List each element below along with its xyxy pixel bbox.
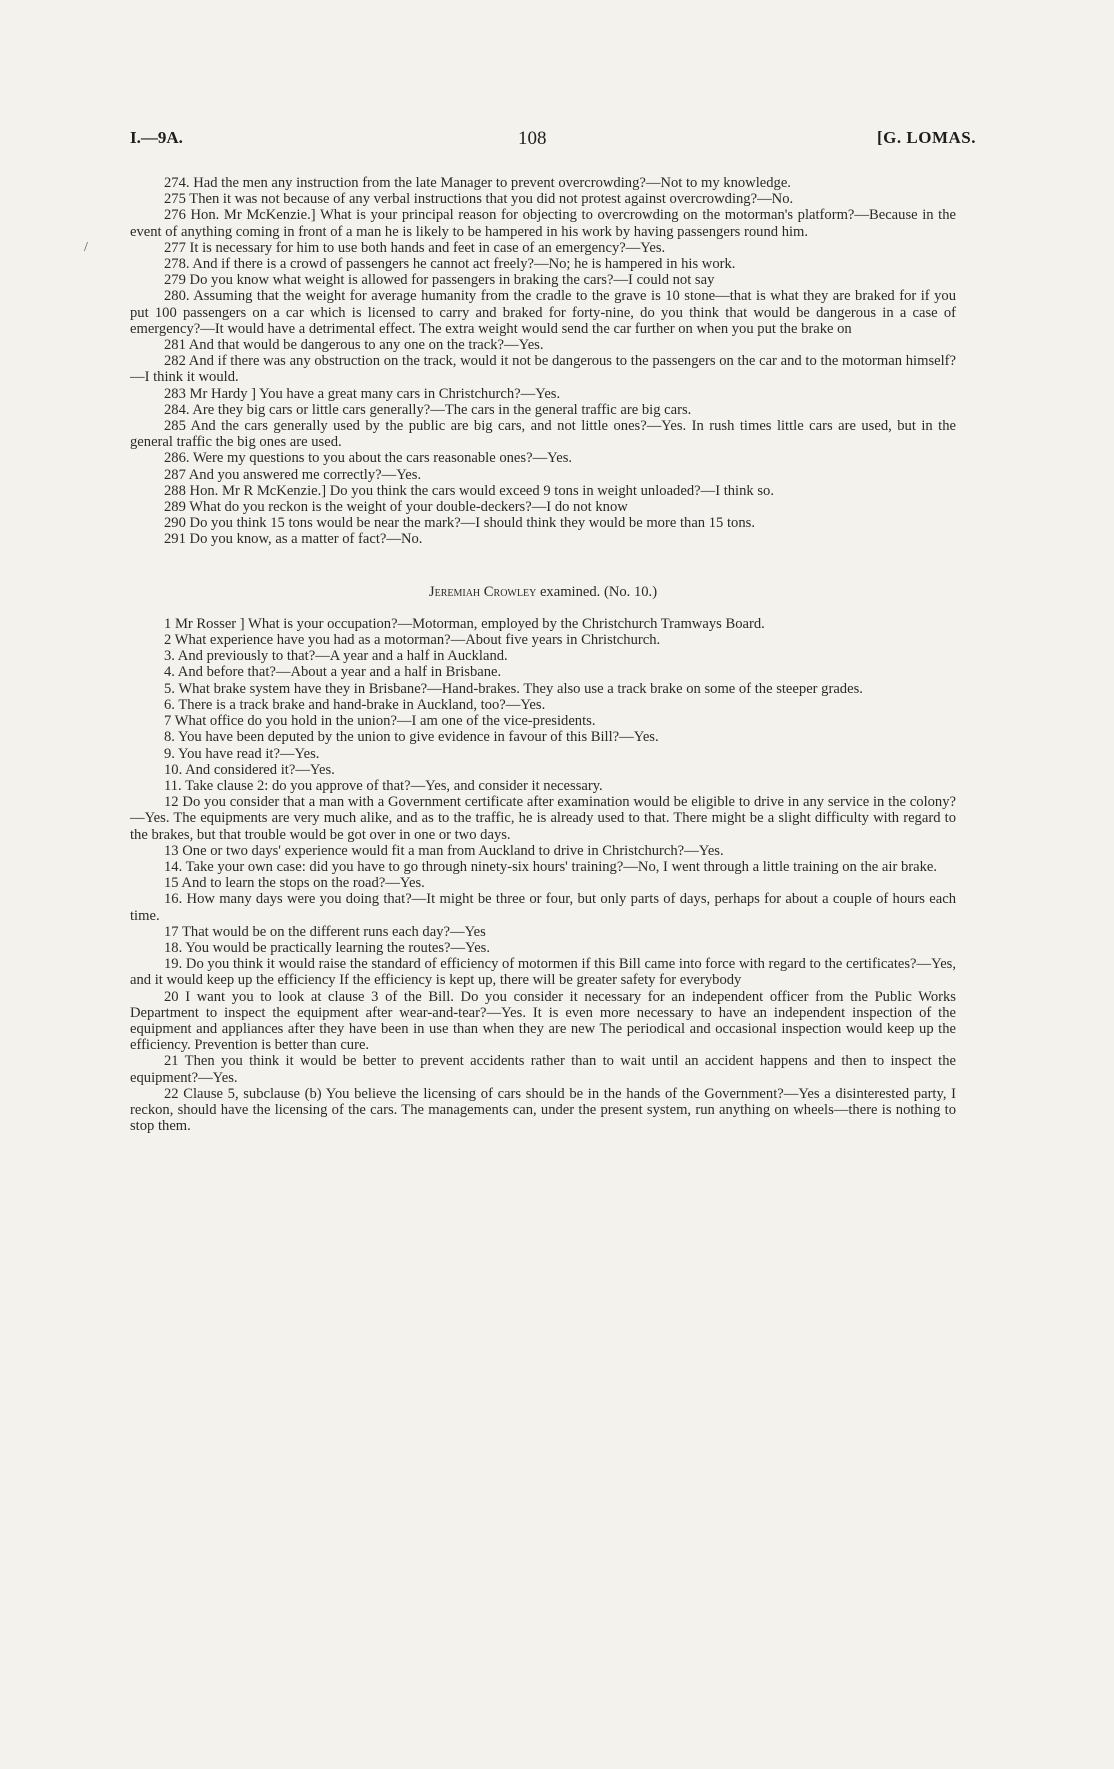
paragraph-18: 18. You would be practically learning the routes?—Yes. bbox=[164, 939, 491, 956]
paragraph-19: 19. Do you think it would raise the standard of efficiency of motormen if this Bill came into force with regard to the certificates?—Yes, and it would keep up the efficiency If the efficiency is kept up, there will be greater safety for everybody bbox=[130, 956, 956, 989]
document-body bbox=[130, 175, 956, 1134]
paragraph-278: 278. And if there is a crowd of passengers he cannot act freely?—No; he is hampered in his work. bbox=[164, 256, 736, 273]
evidence-crowley bbox=[130, 616, 956, 1135]
paragraph-8: 8. You have been deputed by the union to give evidence in favour of this Bill?—Yes. bbox=[164, 729, 659, 746]
witness-name-header: [G. LOMAS. bbox=[877, 128, 976, 147]
section-title bbox=[130, 584, 956, 600]
paragraph-288: 288 Hon. Mr R McKenzie.] Do you think the cars would exceed 9 tons in weight unloaded?—I think so. bbox=[164, 482, 774, 499]
section-title-rest: examined. (No. 10.) bbox=[536, 583, 658, 600]
evidence-lomas bbox=[130, 175, 956, 548]
paragraph-11: 11. Take clause 2: do you approve of that?—Yes, and consider it necessary. bbox=[164, 777, 603, 794]
paragraph-289: 289 What do you reckon is the weight of your double-deckers?—I do not know bbox=[164, 499, 628, 516]
witness-name: Jeremiah Crowley bbox=[428, 583, 537, 600]
paragraph-277: 277 It is necessary for him to use both hands and feet in case of an emergency?—Yes. bbox=[164, 239, 666, 256]
paragraph-1: 1 Mr Rosser ] What is your occupation?—Motorman, employed by the Christchurch Tramways Board. bbox=[164, 615, 765, 632]
paragraph-14: 14. Take your own case: did you have to go through ninety-six hours' training?—No, I went through a little training on the air brake. bbox=[164, 858, 938, 875]
paragraph-20: 20 I want you to look at clause 3 of the Bill. Do you consider it necessary for an independent officer from the Public Works Department to inspect the equipment after wear-and-tear?—Yes. It is even more necessary to have an independent inspection of the equipment and appliances after they have been in use than when they are new The periodical and occasional inspection would keep up the efficiency. Prevention is better than cure. bbox=[130, 988, 956, 1054]
page-number: 108 bbox=[518, 128, 547, 149]
paragraph-279: 279 Do you know what weight is allowed for passengers in braking the cars?—I could not say bbox=[164, 272, 715, 289]
paragraph-6: 6. There is a track brake and hand-brake in Auckland, too?—Yes. bbox=[164, 696, 546, 713]
paragraph-285: 285 And the cars generally used by the public are big cars, and not little ones?—Yes. In rush times little cars are used, but in the general traffic the big ones are used. bbox=[130, 418, 956, 451]
paragraph-284: 284. Are they big cars or little cars generally?—The cars in the general traffic are big cars. bbox=[164, 401, 692, 418]
paragraph-283: 283 Mr Hardy ] You have a great many cars in Christchurch?—Yes. bbox=[164, 385, 561, 402]
paragraph-22: 22 Clause 5, subclause (b) You believe the licensing of cars should be in the hands of the Government?—Yes a disinterested party, I reckon, should have the licensing of the cars. The managements can, under the present system, run anything on wheels—there is nothing to stop them. bbox=[130, 1085, 956, 1135]
paragraph-2: 2 What experience have you had as a motorman?—About five years in Christchurch. bbox=[164, 632, 661, 649]
paragraph-9: 9. You have read it?—Yes. bbox=[164, 745, 320, 762]
paragraph-276: 276 Hon. Mr McKenzie.] What is your principal reason for objecting to overcrowding on the motorman's platform?—Because in the event of anything coming in front of a man he is likely to be hampered in his work by having passengers round him. bbox=[130, 207, 956, 240]
paragraph-280: 280. Assuming that the weight for average humanity from the cradle to the grave is 10 stone—that is what they are braked for if you put 100 passengers on a car which is licensed to carry and braked for forty-nine, do you think that would be dangerous in a case of emergency?—It would have a detrimental effect. The extra weight would send the car further on when you put the brake on bbox=[130, 288, 956, 337]
paragraph-287: 287 And you answered me correctly?—Yes. bbox=[164, 466, 422, 483]
paper-reference: I.—9A. bbox=[130, 128, 183, 147]
paragraph-4: 4. And before that?—About a year and a half in Brisbane. bbox=[164, 664, 502, 681]
paragraph-275: 275 Then it was not because of any verbal instructions that you did not protest against overcrowding?—No. bbox=[164, 191, 794, 208]
paragraph-291: 291 Do you know, as a matter of fact?—No. bbox=[164, 531, 423, 548]
paragraph-21: 21 Then you think it would be better to prevent accidents rather than to wait until an accident happens and then to inspect the equipment?—Yes. bbox=[130, 1053, 956, 1086]
paragraph-3: 3. And previously to that?—A year and a half in Auckland. bbox=[164, 648, 508, 665]
paragraph-17: 17 That would be on the different runs each day?—Yes bbox=[164, 923, 486, 940]
paragraph-281: 281 And that would be dangerous to any one on the track?—Yes. bbox=[164, 337, 544, 354]
paragraph-12: 12 Do you consider that a man with a Government certificate after examination would be eligible to drive in any service in the colony?—Yes. The equipments are very much alike, and as to the traffic, he is already used to that. There might be a slight difficulty with regard to the brakes, but that trouble would be got over in one or two days. bbox=[130, 794, 956, 843]
paragraph-290: 290 Do you think 15 tons would be near the mark?—I should think they would be more than 15 tons. bbox=[164, 515, 755, 532]
paragraph-5: 5. What brake system have they in Brisbane?—Hand-brakes. They also use a track brake on some of the steeper grades. bbox=[164, 680, 863, 697]
page-header bbox=[130, 128, 976, 152]
paragraph-7: 7 What office do you hold in the union?—I am one of the vice-presidents. bbox=[164, 713, 596, 730]
paragraph-10: 10. And considered it?—Yes. bbox=[164, 761, 335, 778]
paragraph-274: 274. Had the men any instruction from the late Manager to prevent overcrowding?—Not to my knowledge. bbox=[164, 175, 791, 191]
paragraph-282: 282 And if there was any obstruction on the track, would it not be dangerous to the passengers on the car and to the motorman himself?—I think it would. bbox=[130, 353, 956, 386]
margin-tick-mark: / bbox=[84, 240, 88, 255]
paragraph-16: 16. How many days were you doing that?—It might be three or four, but only parts of days, perhaps for about a couple of hours each time. bbox=[130, 891, 956, 924]
paragraph-286: 286. Were my questions to you about the cars reasonable ones?—Yes. bbox=[164, 450, 573, 467]
paragraph-13: 13 One or two days' experience would fit a man from Auckland to drive in Christchurch?—Yes. bbox=[164, 842, 724, 859]
paragraph-15: 15 And to learn the stops on the road?—Yes. bbox=[164, 875, 425, 892]
